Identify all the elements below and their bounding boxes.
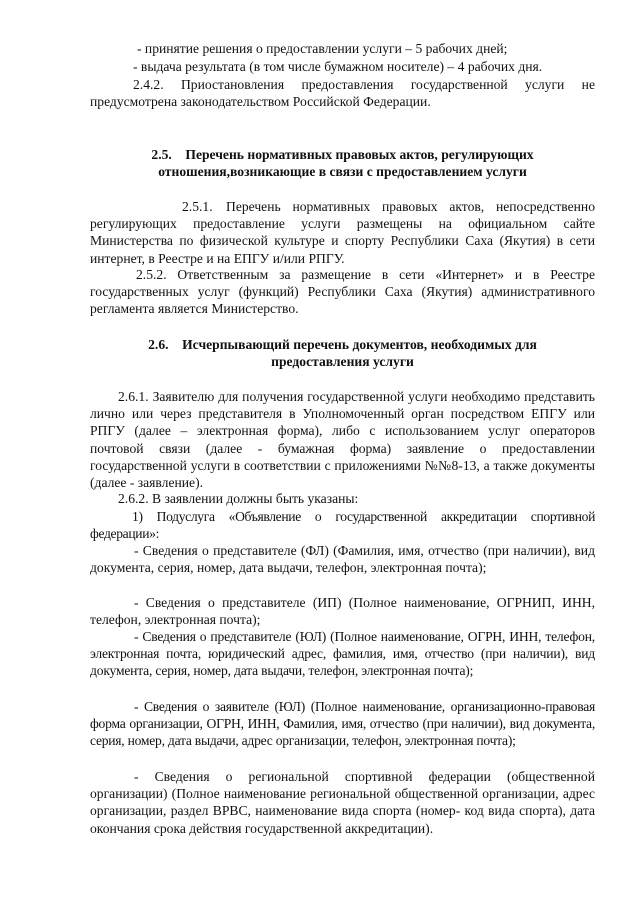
heading-2-5-line1: Перечень нормативных правовых актов, регулирующих xyxy=(185,147,534,162)
text-line-result-time: - выдача результата (в том числе бумажном носителе) – 4 рабочих дня. xyxy=(133,59,543,74)
subservice-1-title: 1) Подуслуга «Объявление о государственной аккредитации спортивной федерации»: xyxy=(90,509,595,542)
paragraph-2-5-1-number: 2.5.1. xyxy=(182,199,213,214)
paragraph-2-6-2: 2.6.2. В заявлении должны быть указаны: xyxy=(118,491,359,506)
paragraph-2-4-2: 2.4.2. Приостановления предоставления государственной услуги не предусмотрена законодательством Российской Федерации. xyxy=(90,77,595,110)
list-item-representative-ip: - Сведения о представителе (ИП) (Полное наименование, ОГРНИП, ИНН, телефон, электронная почта); xyxy=(90,595,595,628)
heading-2-6-line1: Исчерпывающий перечень документов, необходимых для xyxy=(182,337,537,352)
list-item-representative-fl: - Сведения о представителе (ФЛ) (Фамилия, имя, отчество (при наличии), вид документа, серия, номер, дата выдачи, телефон, электронная почта); xyxy=(90,543,595,576)
list-item-representative-ul: - Сведения о представителе (ЮЛ) (Полное наименование, ОГРН, ИНН, телефон, электронная почта, юридический адрес, фамилия, имя, отчество (при наличии), вид документа, серия, номер, дата выдачи, телефон, электронная почта); xyxy=(90,629,595,679)
heading-2-5-number: 2.5. xyxy=(151,147,172,162)
heading-2-6-number: 2.6. xyxy=(148,337,169,352)
paragraph-2-5-1-text: Перечень нормативных правовых актов, непосредственно регулирующих предоставление услуги размещены на официальном сайте Министерства по физической культуре и спорту Республики Саха (Якутия) в сети интернет, в Реестре и на ЕПГУ и/или РПГУ. xyxy=(90,199,595,266)
paragraph-2-5-1 xyxy=(90,198,595,267)
text-line-decision-time: - принятие решения о предоставлении услуги – 5 рабочих дней; xyxy=(137,41,508,56)
heading-2-5 xyxy=(90,146,595,180)
list-item-regional-federation: - Сведения о региональной спортивной федерации (общественной организации) (Полное наименование региональной общественной организации, адрес организации, раздел ВРВС, наименование вида спорта (номер- код вида спорта), дата окончания срока действия государственной аккредитации). xyxy=(90,769,595,836)
heading-2-5-line2: отношения,возникающие в связи с предоставлением услуги xyxy=(158,164,527,180)
heading-2-6 xyxy=(90,336,595,370)
list-item-applicant-ul: - Сведения о заявителе (ЮЛ) (Полное наименование, организационно-правовая форма организации, ОГРН, ИНН, Фамилия, имя, отчество (при наличии), вид документа, серия, номер, дата выдачи, адрес организации, телефон, электронная почта); xyxy=(90,699,595,749)
paragraph-2-5-2: 2.5.2. Ответственным за размещение в сети «Интернет» и в Реестре государственных услуг (функций) Республики Саха (Якутия) административного регламента является Министерство. xyxy=(90,267,595,317)
paragraph-2-6-1: 2.6.1. Заявителю для получения государственной услуги необходимо представить лично или через представителя в Уполномоченный орган посредством ЕПГУ или РПГУ (далее – электронная форма), либо с использованием услуг операторов почтовой связи (далее - бумажная форма) заявление о предоставлении государственной услуги в соответствии с приложениями №№8-13, а также документы (далее - заявление). xyxy=(90,389,595,491)
heading-2-6-line2: предоставления услуги xyxy=(271,354,414,370)
